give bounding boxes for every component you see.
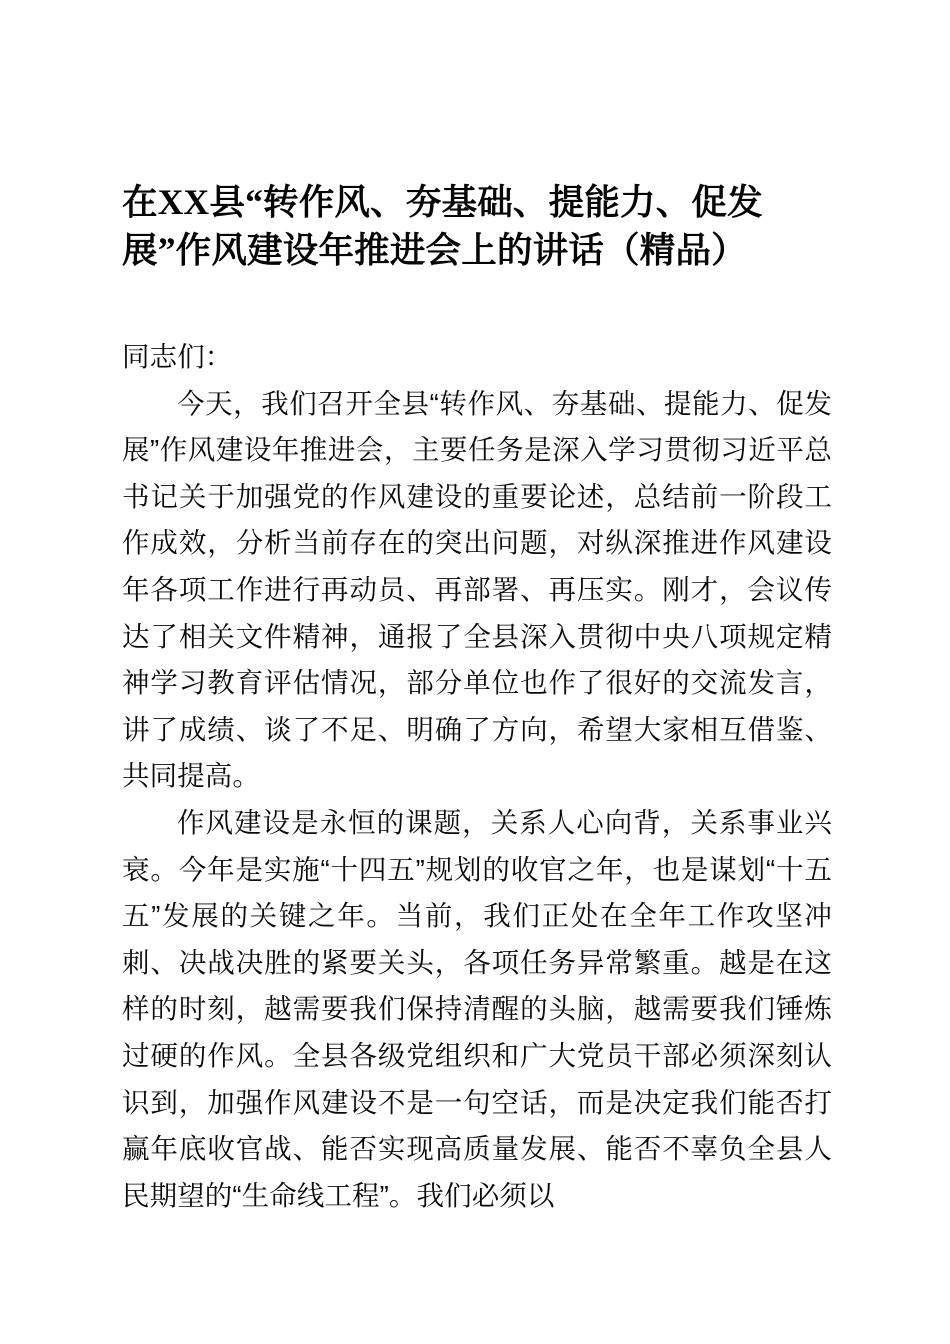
title-body-spacer xyxy=(122,274,832,334)
page-title: 在XX县“转作风、夯基础、提能力、促发展”作风建设年推进会上的讲话（精品） xyxy=(122,182,763,270)
page-content-area xyxy=(122,178,832,1219)
body-paragraph-2: 作风建设是永恒的课题，关系人心向背，关系事业兴衰。今年是实施“十四五”规划的收官之年，也是谋划“十五五”发展的关键之年。当前，我们正处在全年工作攻坚冲刺、决战决胜的紧要关头，各项任务异常繁重。越是在这样的时刻，越需要我们保持清醒的头脑，越需要我们锤炼过硬的作风。全县各级党组织和广大党员干部必须深刻认识到，加强作风建设不是一句空话，而是决定我们能否打赢年底收官战、能否实现高质量发展、能否不辜负全县人民期望的“生命线工程”。我们必须以 xyxy=(122,806,832,1211)
body-paragraph-1: 今天，我们召开全县“转作风、夯基础、提能力、促发展”作风建设年推进会，主要任务是深入学习贯彻习近平总书记关于加强党的作风建设的重要论述，总结前一阶段工作成效，分析当前存在的突出问题，对纵深推进作风建设年各项工作进行再动员、再部署、再压实。刚才，会议传达了相关文件精神，通报了全县深入贯彻中央八项规定精神学习教育评估情况，部分单位也作了很好的交流发言，讲了成绩、谈了不足、明确了方向，希望大家相互借鉴、共同提高。 xyxy=(122,387,832,792)
salutation: 同志们： xyxy=(122,341,233,372)
